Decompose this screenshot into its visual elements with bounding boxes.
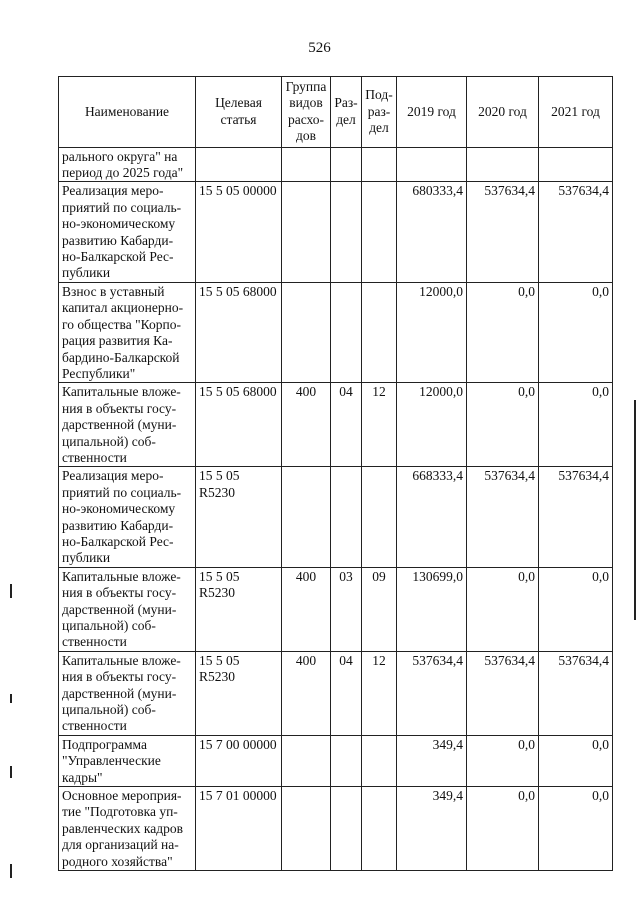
cell-y2019: 12000,0 — [397, 282, 467, 382]
cell-y2021: 537634,4 — [539, 651, 613, 735]
cell-target: 15 7 00 00000 — [196, 735, 282, 786]
cell-section — [331, 467, 362, 567]
cell-y2021: 0,0 — [539, 383, 613, 467]
header-2019: 2019 год — [397, 77, 467, 148]
cell-y2020: 537634,4 — [467, 467, 539, 567]
cell-y2020: 0,0 — [467, 383, 539, 467]
scan-mark — [10, 584, 12, 598]
table-row — [59, 567, 613, 651]
cell-target: 15 5 05 R5230 — [196, 651, 282, 735]
scan-mark — [10, 864, 12, 878]
table-row — [59, 383, 613, 467]
cell-name: Реализация меро- приятий по социаль- но-экономическому развитию Кабарди- но-Балкарской Рес- публики — [59, 182, 196, 282]
cell-group — [282, 282, 331, 382]
table-row — [59, 147, 613, 182]
scan-mark — [10, 766, 12, 778]
cell-name: Капитальные вложе- ния в объекты госу- дарственной (муни- ципальной) соб- ственности — [59, 567, 196, 651]
cell-y2021: 0,0 — [539, 567, 613, 651]
cell-y2021: 537634,4 — [539, 182, 613, 282]
budget-table — [58, 76, 613, 871]
cell-target: 15 7 01 00000 — [196, 787, 282, 871]
cell-y2021: 0,0 — [539, 787, 613, 871]
cell-group: 400 — [282, 651, 331, 735]
scan-mark — [10, 694, 12, 703]
cell-y2019: 349,4 — [397, 787, 467, 871]
cell-name: Реализация меро- приятий по социаль- но-экономическому развитию Кабарди- но-Балкарской Рес- публики — [59, 467, 196, 567]
cell-y2021 — [539, 147, 613, 182]
cell-group — [282, 787, 331, 871]
cell-y2020 — [467, 147, 539, 182]
cell-name: Капитальные вложе- ния в объекты госу- дарственной (муни- ципальной) соб- ственности — [59, 383, 196, 467]
cell-subsection — [362, 735, 397, 786]
cell-y2021: 537634,4 — [539, 467, 613, 567]
cell-subsection — [362, 147, 397, 182]
cell-section: 04 — [331, 383, 362, 467]
cell-target: 15 5 05 68000 — [196, 282, 282, 382]
cell-group: 400 — [282, 383, 331, 467]
cell-y2021: 0,0 — [539, 735, 613, 786]
cell-target: 15 5 05 00000 — [196, 182, 282, 282]
header-name: Наименование — [59, 77, 196, 148]
cell-subsection — [362, 787, 397, 871]
cell-y2019: 130699,0 — [397, 567, 467, 651]
table-body — [59, 147, 613, 870]
table-row — [59, 182, 613, 282]
cell-section: 04 — [331, 651, 362, 735]
cell-section — [331, 735, 362, 786]
cell-y2019: 668333,4 — [397, 467, 467, 567]
header-2020: 2020 год — [467, 77, 539, 148]
cell-y2020: 537634,4 — [467, 182, 539, 282]
cell-target — [196, 147, 282, 182]
cell-group — [282, 735, 331, 786]
cell-name: Взнос в уставный капитал акционерно- го общества "Корпо- рация развития Ка- бардино-Балкарской Республики" — [59, 282, 196, 382]
cell-section — [331, 282, 362, 382]
cell-name: Подпрограмма "Управленческие кадры" — [59, 735, 196, 786]
cell-y2019 — [397, 147, 467, 182]
cell-group — [282, 182, 331, 282]
cell-section — [331, 787, 362, 871]
header-section: Раз- дел — [331, 77, 362, 148]
cell-name: Основное мероприя- тие "Подготовка уп- равленческих кадров для организаций на- родного хозяйства" — [59, 787, 196, 871]
table-row — [59, 787, 613, 871]
cell-subsection: 12 — [362, 651, 397, 735]
table-row — [59, 735, 613, 786]
cell-group — [282, 467, 331, 567]
cell-y2019: 537634,4 — [397, 651, 467, 735]
cell-subsection — [362, 282, 397, 382]
table-row — [59, 282, 613, 382]
cell-subsection — [362, 467, 397, 567]
table-row — [59, 467, 613, 567]
table-header-row — [59, 77, 613, 148]
cell-y2019: 349,4 — [397, 735, 467, 786]
cell-y2020: 537634,4 — [467, 651, 539, 735]
cell-target: 15 5 05 R5230 — [196, 467, 282, 567]
cell-y2020: 0,0 — [467, 735, 539, 786]
cell-name: Капитальные вложе- ния в объекты госу- дарственной (муни- ципальной) соб- ственности — [59, 651, 196, 735]
scan-mark — [634, 400, 636, 620]
header-group: Группа видов расхо- дов — [282, 77, 331, 148]
cell-y2020: 0,0 — [467, 787, 539, 871]
cell-y2019: 12000,0 — [397, 383, 467, 467]
page-number: 526 — [308, 40, 331, 56]
cell-section: 03 — [331, 567, 362, 651]
cell-subsection — [362, 182, 397, 282]
header-2021: 2021 год — [539, 77, 613, 148]
cell-y2021: 0,0 — [539, 282, 613, 382]
table-row — [59, 651, 613, 735]
cell-y2020: 0,0 — [467, 282, 539, 382]
cell-subsection: 09 — [362, 567, 397, 651]
cell-target: 15 5 05 R5230 — [196, 567, 282, 651]
cell-group: 400 — [282, 567, 331, 651]
cell-name: рального округа" на период до 2025 года" — [59, 147, 196, 182]
header-subsection: Под- раз- дел — [362, 77, 397, 148]
header-target: Целевая статья — [196, 77, 282, 148]
cell-y2019: 680333,4 — [397, 182, 467, 282]
cell-subsection: 12 — [362, 383, 397, 467]
cell-section — [331, 147, 362, 182]
cell-target: 15 5 05 68000 — [196, 383, 282, 467]
cell-group — [282, 147, 331, 182]
cell-section — [331, 182, 362, 282]
cell-y2020: 0,0 — [467, 567, 539, 651]
